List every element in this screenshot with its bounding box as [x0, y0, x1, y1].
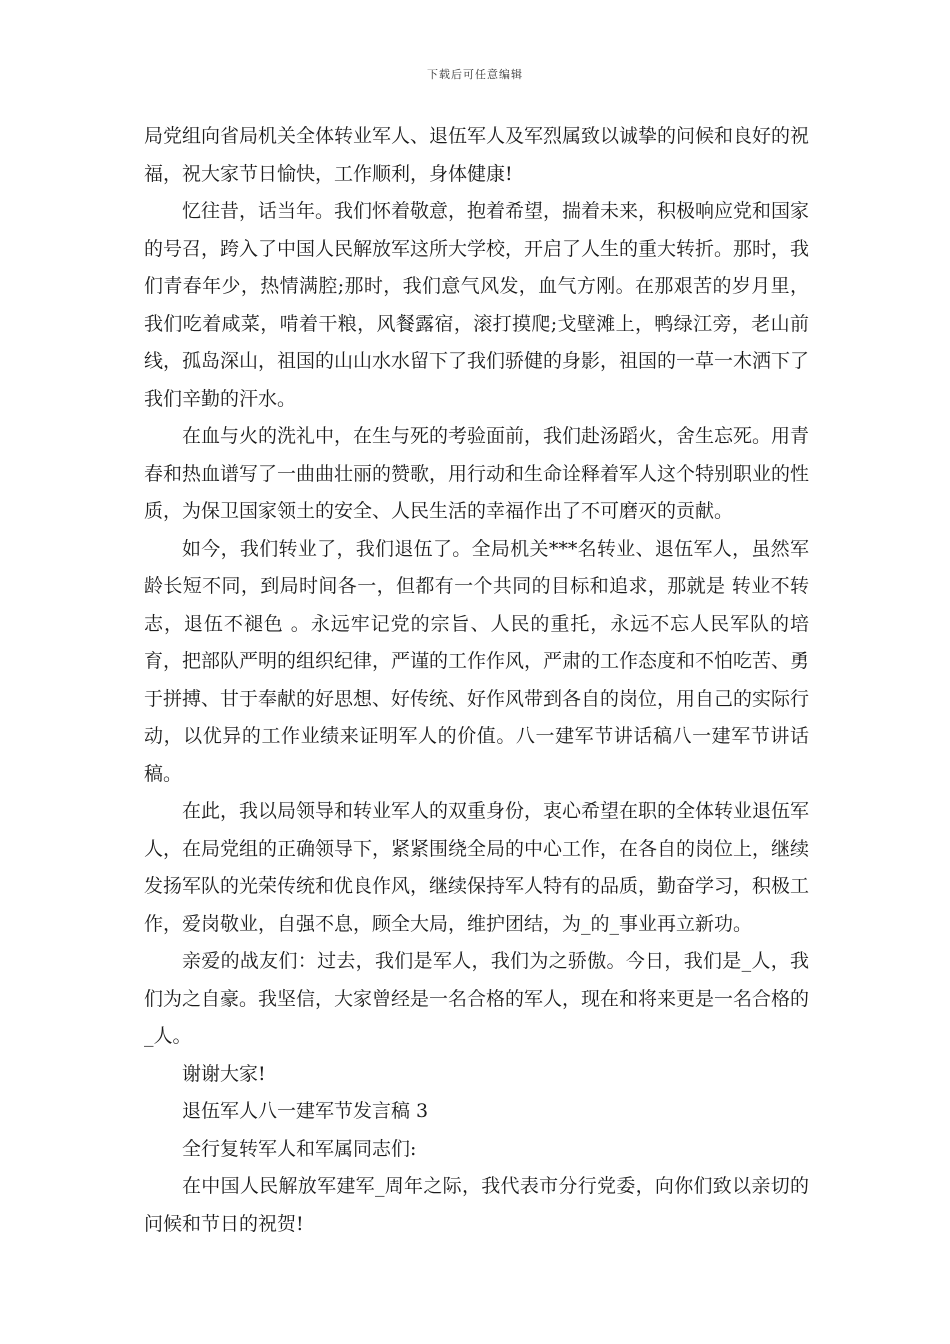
paragraph: 在血与火的洗礼中，在生与死的考验面前，我们赴汤蹈火，舍生忘死。用青春和热血谱写了一曲曲壮丽的赞歌，用行动和生命诠释着军人这个特别职业的性质，为保卫国家领土的安全、人民生活的幸福作出了不可磨灭的贡献。: [144, 425, 810, 522]
paragraph: 忆往昔，话当年。我们怀着敬意，抱着希望，揣着未来，积极响应党和国家的号召，跨入了中国人民解放军这所大学校，开启了人生的重大转折。那时，我们青春年少，热情满腔;那时，我们意气风发，血气方刚。在那艰苦的岁月里，我们吃着咸菜，啃着干粮，风餐露宿，滚打摸爬;戈壁滩上，鸭绿江旁，老山前线，孤岛深山，祖国的山山水水留下了我们骄健的身影，祖国的一草一木洒下了我们辛勤的汗水。: [144, 200, 810, 410]
paragraph: 在中国人民解放军建军_周年之际，我代表市分行党委，向你们致以亲切的问候和节日的祝贺!: [144, 1175, 809, 1235]
closing-line: 谢谢大家!: [182, 1062, 266, 1085]
salutation: 全行复转军人和军属同志们:: [182, 1137, 417, 1160]
paragraph: 局党组向省局机关全体转业军人、退伍军人及军烈属致以诚挚的问候和良好的祝福，祝大家节日愉快，工作顺利，身体健康!: [144, 125, 810, 185]
paragraph: 在此，我以局领导和转业军人的双重身份，衷心希望在职的全体转业退伍军人，在局党组的正确领导下，紧紧围绕全局的中心工作，在各自的岗位上，继续发扬军队的光荣传统和优良作风，继续保持军人特有的品质，勤奋学习，积极工作，爱岗敬业，自强不息，顾全大局，维护团结，为_的_事业再立新功。: [144, 800, 810, 935]
document-body: [144, 118, 809, 1243]
header-note: 下载后可任意编辑: [427, 68, 523, 81]
section-title: 退伍军人八一建军节发言稿 3: [182, 1100, 429, 1122]
paragraph: 如今，我们转业了，我们退伍了。全局机关***名转业、退伍军人，虽然军龄长短不同，到局时间各一，但都有一个共同的目标和追求，那就是 转业不转志，退伍不褪色 。永远牢记党的宗旨、人民的重托，永远不忘人民军队的培育，把部队严明的组织纪律，严谨的工作作风，严肃的工作态度和不怕吃苦、勇于拼搏、甘于奉献的好思想、好传统、好作风带到各自的岗位，用自己的实际行动，以优异的工作业绩来证明军人的价值。八一建军节讲话稿八一建军节讲话稿。: [144, 537, 810, 785]
paragraph: 亲爱的战友们：过去，我们是军人，我们为之骄傲。今日，我们是_人，我们为之自豪。我坚信，大家曾经是一名合格的军人，现在和将来更是一名合格的_人。: [144, 950, 810, 1047]
